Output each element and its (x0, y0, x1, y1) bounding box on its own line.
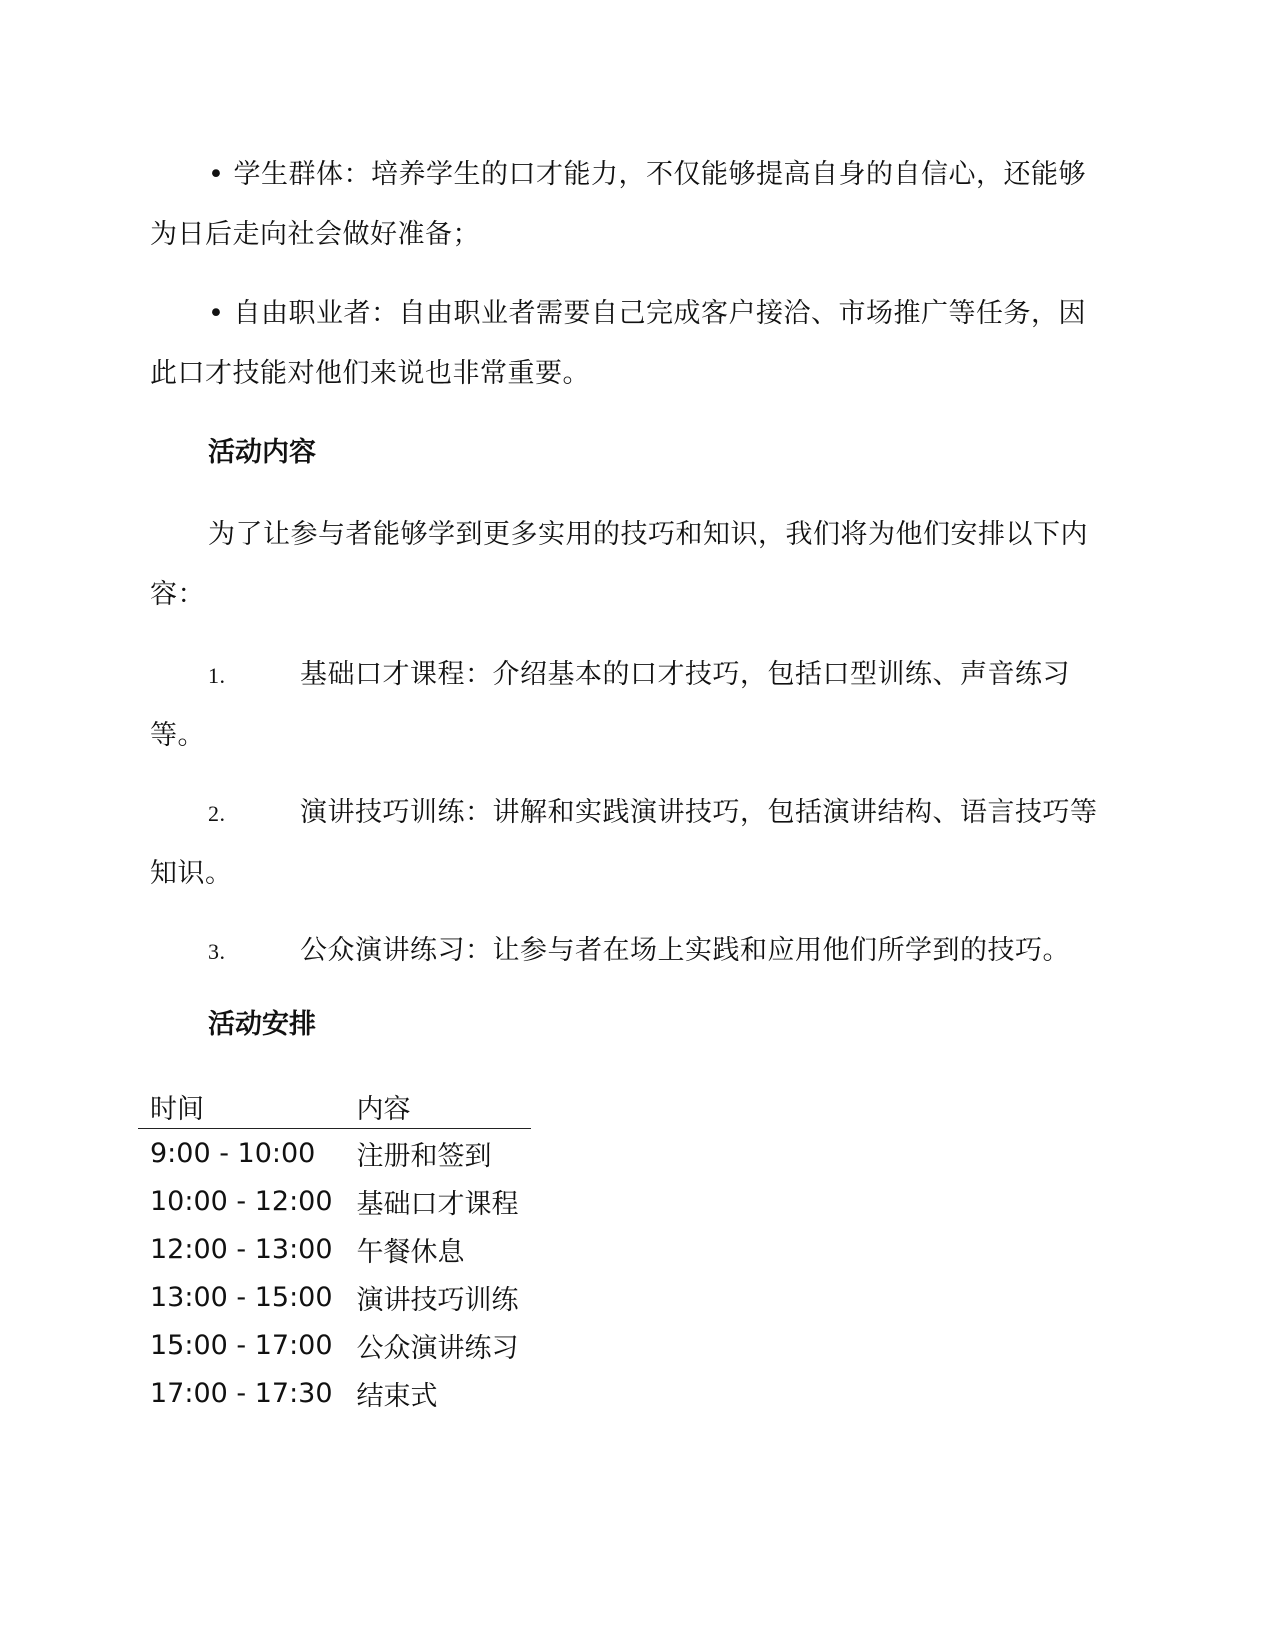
list-item (150, 921, 1112, 982)
heading-activity-content: 活动内容 (208, 437, 316, 468)
list-item-number: 3. (208, 939, 226, 964)
time-cell: 17:00 - 17:30 (150, 1377, 333, 1409)
column-header-time: 时间 (150, 1094, 204, 1125)
column-header-content: 内容 (356, 1094, 411, 1125)
list-item (150, 783, 1112, 904)
content-cell: 公众演讲练习 (356, 1332, 519, 1364)
time-cell: 9:00 - 10:00 (150, 1137, 316, 1169)
content-cell: 演讲技巧训练 (356, 1284, 519, 1316)
intro-paragraph: 为了让参与者能够学到更多实用的技巧和知识，我们将为他们安排以下内容： (150, 519, 1088, 610)
schedule-table (138, 1080, 531, 1417)
content-cell: 午餐休息 (356, 1236, 465, 1268)
list-item-text: 公众演讲练习：让参与者在场上实践和应用他们所学到的技巧。 (300, 935, 1070, 966)
bullet-students: • 学生群体：培养学生的口才能力，不仅能够提高自身的自信心，还能够为日后走向社会做好准备； (150, 159, 1087, 250)
content-cell: 结束式 (356, 1380, 438, 1412)
bullet-freelancers: • 自由职业者：自由职业者需要自己完成客户接洽、市场推广等任务，因此口才技能对他们来说也非常重要。 (150, 298, 1087, 389)
content-cell: 基础口才课程 (356, 1188, 519, 1220)
table-row (138, 1129, 531, 1178)
list-item-number: 1. (208, 663, 226, 688)
time-cell: 13:00 - 15:00 (150, 1281, 333, 1313)
time-cell: 12:00 - 13:00 (150, 1233, 333, 1265)
table-row (138, 1177, 531, 1225)
list-item-text: 基础口才课程：介绍基本的口才技巧，包括口型训练、声音练习等。 (150, 659, 1070, 751)
table-row (138, 1369, 531, 1417)
list-item (150, 645, 1112, 766)
table-header-row (138, 1080, 531, 1129)
time-cell: 10:00 - 12:00 (150, 1185, 333, 1217)
table-row (138, 1321, 531, 1369)
heading-activity-schedule: 活动安排 (208, 1009, 316, 1040)
content-cell: 注册和签到 (356, 1140, 492, 1172)
table-row (138, 1225, 531, 1273)
list-item-number: 2. (208, 801, 226, 826)
list-item-text: 演讲技巧训练：讲解和实践演讲技巧，包括演讲结构、语言技巧等知识。 (150, 797, 1098, 889)
table-row (138, 1273, 531, 1321)
time-cell: 15:00 - 17:00 (150, 1329, 333, 1361)
